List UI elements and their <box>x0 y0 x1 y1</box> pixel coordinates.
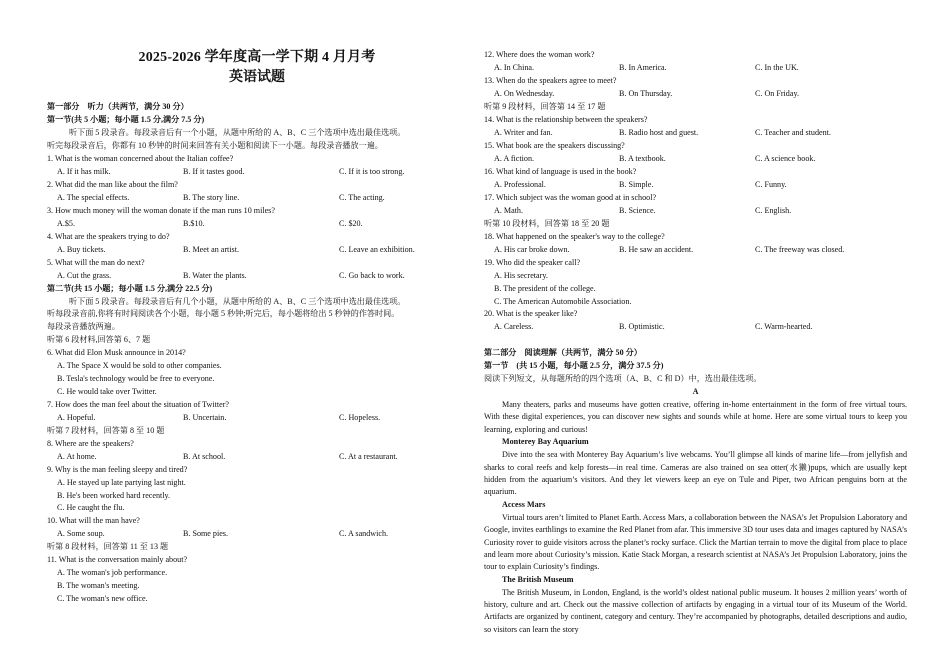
question: 17. Which subject was the woman good at in school? <box>484 192 657 202</box>
option-b: B. In America. <box>619 62 667 72</box>
options-row <box>47 451 467 464</box>
section1-heading: 第一节(共 5 小题；每小题 1.5 分,满分 7.5 分) <box>47 114 205 124</box>
option-a: A. He stayed up late partying last night. <box>57 477 186 487</box>
passage-intro: Many theaters, parks and museums have gotten creative, offering in-home entertainment in the form of free virtual tours. With these digital experiences, you can discover new sights and sounds while at home. Here are some virtual tours to keep you learning, exploring and curious! <box>484 400 907 434</box>
question: 13. When do the speakers agree to meet? <box>484 76 617 85</box>
option-a: A. The special effects. <box>57 192 130 202</box>
question: 12. Where does the woman work? <box>484 50 595 59</box>
option-a: A. Careless. <box>494 322 534 332</box>
spacer <box>484 334 907 347</box>
question: 10. What will the man have? <box>47 516 140 526</box>
option-c: C. Leave an exhibition. <box>339 244 415 254</box>
option-a: A. Some soup. <box>57 529 105 539</box>
option-c: C. If it is too strong. <box>339 166 405 176</box>
material-label: 听第 8 段材料，回答第 11 至 13 题 <box>47 542 169 552</box>
options-row <box>47 166 467 179</box>
option-c: C. Funny. <box>755 179 787 189</box>
left-column <box>47 0 467 606</box>
options-row <box>484 179 907 192</box>
option-a: A. In China. <box>494 62 535 72</box>
question: 16. What kind of language is used in the book? <box>484 166 637 176</box>
question: 19. Who did the speaker call? <box>484 257 581 267</box>
title-block <box>47 0 467 88</box>
option-c: C. English. <box>755 205 792 215</box>
option-b: B. On Thursday. <box>619 88 673 98</box>
option-c: C. The woman's new office. <box>57 593 148 603</box>
option-c: C. The acting. <box>339 192 385 202</box>
reading-instruction: 阅读下列短文，从每题所给的四个选项（A、B、C 和 D）中，选出最佳选项。 <box>484 374 762 384</box>
section2-instruction: 每段录音播放两遍。 <box>47 322 120 332</box>
option-b: B. The president of the college. <box>494 283 596 293</box>
option-c: C. Hopeless. <box>339 412 381 422</box>
option-b: B. The story line. <box>183 192 240 202</box>
option-b: B. He saw an accident. <box>619 244 694 254</box>
option-b: B. The woman's meeting. <box>57 581 140 591</box>
option-c: C. On Friday. <box>755 88 799 98</box>
passage-subheading: Monterey Bay Aquarium <box>502 437 589 447</box>
passage-paragraph: The British Museum, in London, England, is the world’s oldest national public museum. It houses 2 million years’ worth of history, culture and art. Check out the massive collection of artifacts by engaging in a virtual tour of its Museum of the World. Artifacts are organized by continent, category and century. They’re accompanied by photographs, detailed descriptions and audio, so visitors can learn the story <box>484 587 907 634</box>
exam-title: 2025-2026 学年度高一学下期 4 月月考 <box>138 50 376 65</box>
options-row <box>47 270 467 283</box>
option-a: A. The Space X would be sold to other companies. <box>57 361 222 371</box>
option-b: B. Meet an artist. <box>183 244 239 254</box>
option-b: B. Science. <box>619 205 656 215</box>
option-b: B. At school. <box>183 451 226 461</box>
question: 2. What did the man like about the film? <box>47 179 178 189</box>
passage-paragraph: Dive into the sea with Monterey Bay Aquarium’s live webcams. You’ll glimpse all kinds of marine life—from jellyfish and sharks to coral reefs and kelp forests—in real time. Cameras are also trained on sea otter(水獭)pups, which are usually kept hidden from the aquarium’s visitors. And they let viewers keep an eye on Tule and Piper, two African penguins born at the aquarium. <box>484 450 907 497</box>
question: 4. What are the speakers trying to do? <box>47 231 170 241</box>
part1-heading: 第一部分 听力（共两节，满分 30 分） <box>47 102 189 111</box>
option-a: A. On Wednesday. <box>494 88 555 98</box>
option-a: A. Math. <box>494 205 523 215</box>
option-c: C. A sandwich. <box>339 529 389 539</box>
option-c: C. He caught the flu. <box>57 503 125 513</box>
question: 3. How much money will the woman donate if the man runs 10 miles? <box>47 205 275 215</box>
options-row <box>484 205 907 218</box>
option-c: C. A science book. <box>755 153 816 163</box>
question: 1. What is the woman concerned about the Italian coffee? <box>47 153 234 163</box>
material-label: 听第 10 段材料，回答第 18 至 20 题 <box>484 218 610 228</box>
option-c: C. Teacher and student. <box>755 127 831 137</box>
material-label: 听第 6 段材料,回答第 6、7 题 <box>47 335 151 345</box>
options-row <box>47 192 467 205</box>
option-b: B. Uncertain. <box>183 412 227 422</box>
option-a: A.$5. <box>57 218 75 228</box>
options-row <box>484 321 907 334</box>
options-row <box>484 127 907 140</box>
question: 6. What did Elon Musk announce in 2014? <box>47 348 186 358</box>
options-row <box>47 218 467 231</box>
option-b: B. He's been worked hard recently. <box>57 490 171 500</box>
option-a: A. Writer and fan. <box>494 127 553 137</box>
option-a: A. Cut the grass. <box>57 270 112 280</box>
question: 11. What is the conversation mainly about? <box>47 555 188 565</box>
options-row <box>47 528 467 541</box>
option-c: C. $20. <box>339 218 363 228</box>
option-b: B.$10. <box>183 218 205 228</box>
option-b: B. Water the plants. <box>183 270 247 280</box>
option-a: A. His secretary. <box>494 270 548 280</box>
passage-paragraph: Virtual tours aren’t limited to Planet Earth. Access Mars, a collaboration between the NASA’s Jet Propulsion Laboratory and Google, invites earthlings to examine the Red Planet from afar. This immersive 3D tour uses data and images captured by NASA’s Curiosity rover to guide visitors across the planet’s rocky surface. Click the Martian terrain to move the digital from place to place and learn more about Curiosity’s mission. Katie Stack Morgan, a research scientist at NASA’s Jet Propulsion Laboratory, joins the tour to explain Curiosity’s findings. <box>484 512 907 572</box>
part2-heading: 第二部分 阅读理解（共两节，满分 50 分） <box>484 348 642 358</box>
question: 14. What is the relationship between the speakers? <box>484 114 648 124</box>
section2-heading: 第二节(共 15 小题；每小题 1.5 分,满分 22.5 分) <box>47 283 213 293</box>
passage-subheading: The British Museum <box>502 574 574 584</box>
option-b: B. Radio host and guest. <box>619 127 699 137</box>
material-label: 听第 9 段材料，回答第 14 至 17 题 <box>484 102 606 111</box>
passage-subheading: Access Mars <box>502 499 546 509</box>
option-c: C. He would take over Twitter. <box>57 386 157 396</box>
question: 18. What happened on the speaker's way to the college? <box>484 231 665 241</box>
option-a: A. Hopeful. <box>57 412 96 422</box>
passage-letter: A <box>692 387 699 397</box>
option-c: C. Warm-hearted. <box>755 322 813 332</box>
options-row <box>484 153 907 166</box>
option-b: B. Simple. <box>619 179 654 189</box>
section1-instruction: 听完每段录音后，你都有 10 秒钟的时间来回答有关小题和阅读下一小题。每段录音播放一遍。 <box>47 140 383 150</box>
option-a: A. If it has milk. <box>57 166 111 176</box>
question: 9. Why is the man feeling sleepy and tired? <box>47 464 188 474</box>
exam-subtitle: 英语试题 <box>229 70 285 85</box>
option-a: A. Professional. <box>494 179 546 189</box>
question: 15. What book are the speakers discussing? <box>484 140 625 150</box>
section2-instruction: 听下面 5 段录音。每段录音后有几个小题，从题中所给的 A、B、C 三个选项中选出最佳选项。 <box>69 296 406 306</box>
section2-instruction: 听每段录音前,你将有时间阅读各个小题，每小题 5 秒钟;听完后，每小题将给出 5 秒钟的作答时间。 <box>47 309 400 319</box>
option-b: B. Some pies. <box>183 529 228 539</box>
option-b: B. A textbook. <box>619 153 666 163</box>
option-a: A. His car broke down. <box>494 244 570 254</box>
question: 5. What will the man do next? <box>47 257 145 267</box>
options-row <box>484 62 907 75</box>
section1-instruction: 听下面 5 段录音。每段录音后有一个小题，从题中所给的 A、B、C 三个选项中选出最佳选项。 <box>69 127 406 137</box>
options-row <box>47 412 467 425</box>
option-c: C. The American Automobile Association. <box>494 296 632 306</box>
option-c: C. Go back to work. <box>339 270 405 280</box>
option-c: C. In the UK. <box>755 62 799 72</box>
material-label: 听第 7 段材料，回答第 8 至 10 题 <box>47 425 165 435</box>
option-b: B. Optimistic. <box>619 322 665 332</box>
options-row <box>484 88 907 101</box>
option-b: B. If it tastes good. <box>183 166 245 176</box>
reading-section1-heading: 第一节 (共 15 小题，每小题 2.5 分，满分 37.5 分) <box>484 361 664 371</box>
option-a: A. A fiction. <box>494 153 535 163</box>
options-row <box>484 244 907 257</box>
right-column <box>484 49 907 636</box>
option-a: A. The woman's job performance. <box>57 568 168 578</box>
option-b: B. Tesla's technology would be free to everyone. <box>57 373 215 383</box>
question: 8. Where are the speakers? <box>47 438 134 448</box>
option-c: C. The freeway was closed. <box>755 244 845 254</box>
option-a: A. At home. <box>57 451 97 461</box>
options-row <box>47 244 467 257</box>
question: 7. How does the man feel about the situation of Twitter? <box>47 399 230 409</box>
question: 20. What is the speaker like? <box>484 309 578 319</box>
option-c: C. At a restaurant. <box>339 451 398 461</box>
option-a: A. Buy tickets. <box>57 244 106 254</box>
